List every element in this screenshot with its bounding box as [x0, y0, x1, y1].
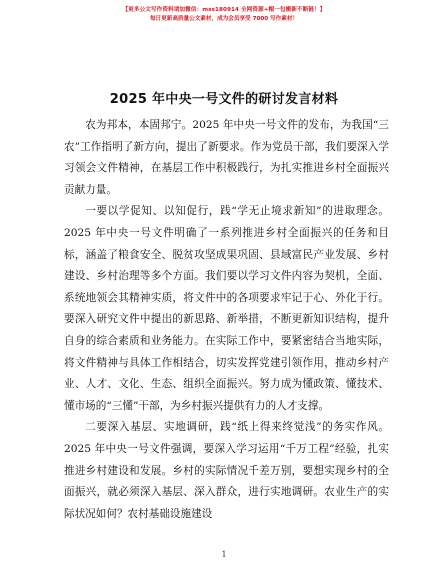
paragraph-1: 农为邦本，本固邦宁。2025 年中央一号文件的发布，为我国“三农”工作指明了新方向，提出了新要求。作为党员干部，我们要深入学习领会文件精神，在基层工作中积极践行，为扎实推进乡村全面振兴贡献力量。: [64, 119, 389, 196]
promo-banner-line-1: 【更多公文写作资料请加微信：mss180914 全网资源+帽一包搬新不断链！】: [122, 7, 326, 13]
paragraph-3: 二要深入基层、实地调研，践“纸上得来终觉浅”的务实作风。2025 年中央一号文件强调，要深入学习运用“千万工程”经验，扎实推进乡村建设和发展。乡村的实际情况千差万别，要想实现乡村的全面振兴，就必须深入基层、深入群众，进行实地调研。农业生产的实际状况如何？农村基础设施建设: [64, 421, 389, 520]
paragraph-2: 一要以学促知、以知促行，践“学无止境求新知”的进取理念。2025 年中央一号文件明确了一系列推进乡村全面振兴的任务和目标，涵盖了粮食安全、脱贫攻坚成果巩固、县域富民产业发展、乡村建设、乡村治理等多个方面。我们要以学习文件内容为契机，全面、系统地领会其精神实质，将文件中的各项要求牢记于心、外化于行。要深入研究文件中提出的新思路、新举措，不断更新知识结构，提升自身的综合素质和业务能力。在实际工作中，要紧密结合当地实际，将文件精神与具体工作相结合，切实发挥党建引领作用，推动乡村产业、人才、文化、生态、组织全面振兴。努力成为懂政策、懂技术、懂市场的“三懂”干部，为乡村振兴提供有力的人才支撑。: [64, 205, 389, 412]
document-title: 2025 年中央一号文件的研讨发言材料: [109, 92, 339, 107]
page-number: 1: [221, 550, 227, 559]
document-body: [64, 115, 389, 525]
promo-banner-line-2: 每日更新高质量公文素材，成为会员享受 7000 写作素材！: [149, 16, 299, 22]
promo-banner: [0, 6, 448, 23]
